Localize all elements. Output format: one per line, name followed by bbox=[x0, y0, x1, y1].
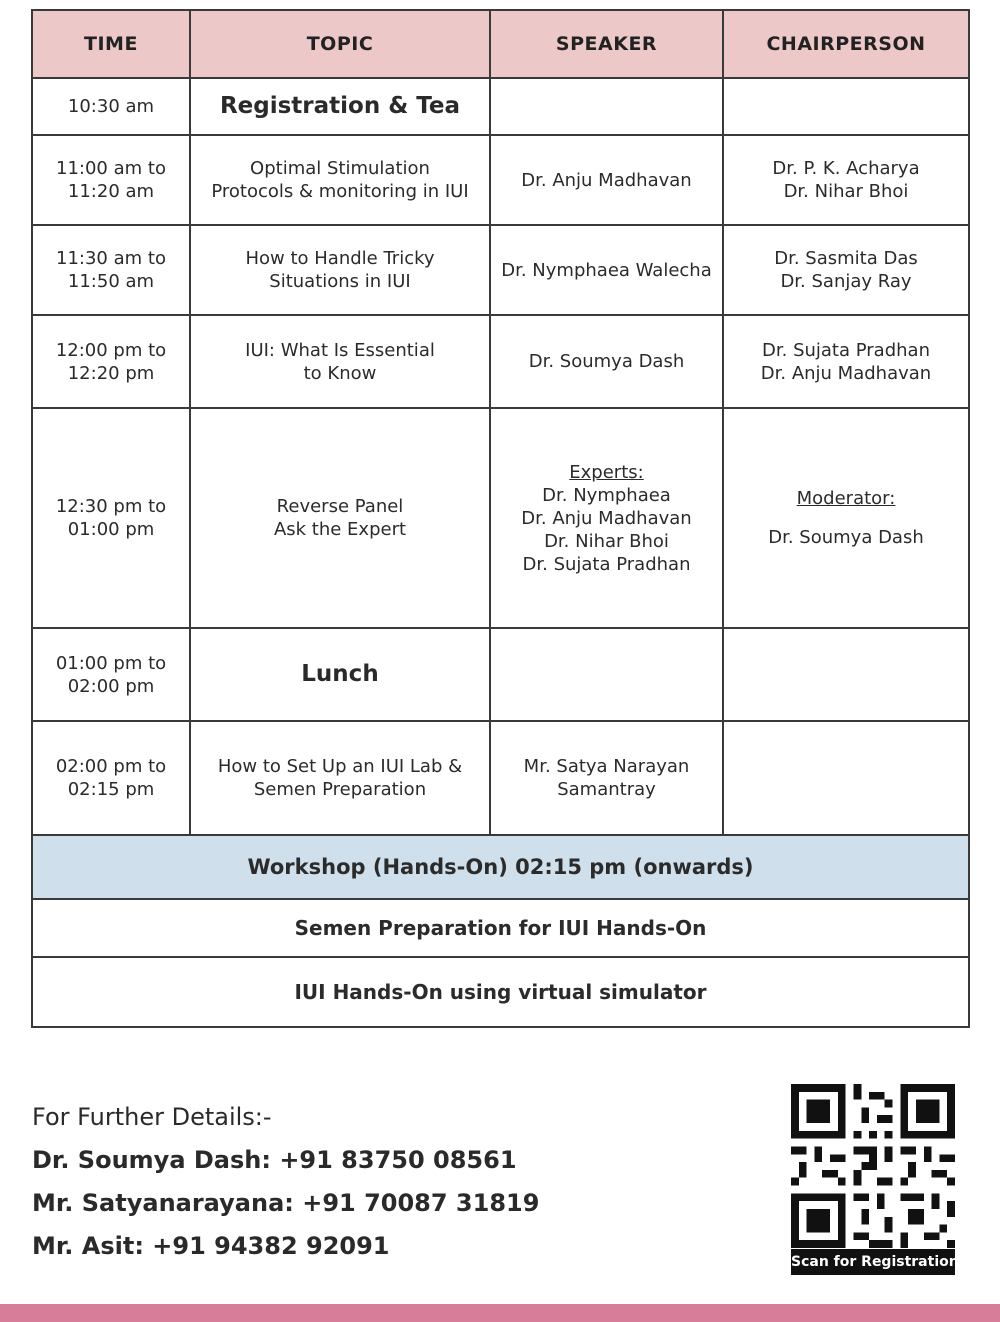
time-text: 11:20 am bbox=[67, 181, 155, 202]
chair-name: Dr. P. K. Acharya bbox=[772, 158, 920, 179]
contact-line: Mr. Asit: +91 94382 92091 bbox=[32, 1232, 390, 1260]
speaker-cell bbox=[490, 78, 723, 135]
chair-name: Dr. Nihar Bhoi bbox=[783, 181, 909, 202]
chair-cell bbox=[723, 721, 969, 835]
time-cell bbox=[32, 315, 190, 408]
topic-text: Protocols & monitoring in IUI bbox=[211, 181, 469, 202]
topic-text: Optimal Stimulation bbox=[250, 158, 430, 179]
contact-line: Dr. Soumya Dash: +91 83750 08561 bbox=[32, 1146, 517, 1174]
chair-cell bbox=[723, 225, 969, 315]
qr-block[interactable] bbox=[791, 1084, 959, 1275]
chair-name: Dr. Soumya Dash bbox=[768, 527, 924, 548]
table-row bbox=[32, 721, 969, 835]
speaker-cell bbox=[490, 135, 723, 225]
table-row bbox=[32, 408, 969, 628]
speaker-name: Dr. Nymphaea Walecha bbox=[501, 259, 712, 281]
speaker-name: Samantray bbox=[557, 779, 656, 800]
speaker-cell bbox=[490, 225, 723, 315]
topic-cell bbox=[190, 135, 490, 225]
speaker-cell bbox=[490, 315, 723, 408]
speaker-name: Dr. Anju Madhavan bbox=[521, 507, 692, 529]
speaker-cell bbox=[490, 628, 723, 721]
chair-name: Dr. Sujata Pradhan bbox=[762, 339, 930, 361]
workshop-item-row bbox=[32, 957, 969, 1027]
speaker-cell bbox=[490, 721, 723, 835]
table-row bbox=[32, 78, 969, 135]
time-text: 02:00 pm to bbox=[55, 756, 167, 777]
time-cell bbox=[32, 721, 190, 835]
chair-cell bbox=[723, 315, 969, 408]
topic-cell bbox=[190, 78, 490, 135]
time-text: 01:00 pm to bbox=[55, 652, 167, 674]
workshop-item: IUI Hands-On using virtual simulator bbox=[32, 957, 969, 1027]
workshop-row bbox=[32, 835, 969, 899]
chair-name: Dr. Sanjay Ray bbox=[780, 271, 912, 292]
header-time: TIME bbox=[32, 10, 190, 78]
topic-text: Semen Preparation bbox=[253, 779, 427, 800]
chair-cell bbox=[723, 78, 969, 135]
topic-cell bbox=[190, 628, 490, 721]
contact-details bbox=[32, 1096, 539, 1268]
time-cell bbox=[32, 408, 190, 628]
moderator-heading: Moderator: bbox=[796, 488, 896, 509]
topic-text: How to Handle Tricky bbox=[245, 248, 435, 269]
schedule-table bbox=[31, 9, 970, 1028]
time-cell bbox=[32, 225, 190, 315]
topic-text: IUI: What Is Essential bbox=[245, 339, 435, 361]
time-text: 12:20 pm bbox=[67, 362, 155, 384]
contact-line: Mr. Satyanarayana: +91 70087 31819 bbox=[32, 1189, 540, 1217]
speaker-name: Dr. Sujata Pradhan bbox=[522, 553, 691, 575]
contact-heading: For Further Details:- bbox=[32, 1103, 272, 1131]
qr-code-icon[interactable] bbox=[791, 1084, 955, 1248]
speaker-name: Dr. Anju Madhavan bbox=[521, 169, 692, 191]
topic-text: Reverse Panel bbox=[276, 496, 404, 517]
topic-text: How to Set Up an IUI Lab & bbox=[217, 756, 463, 777]
chair-cell bbox=[723, 408, 969, 628]
time-text: 02:00 pm bbox=[67, 675, 155, 697]
time-text: 11:50 am bbox=[67, 271, 155, 292]
time-text: 02:15 pm bbox=[67, 779, 155, 800]
time-text: 01:00 pm bbox=[67, 519, 155, 540]
time-cell bbox=[32, 78, 190, 135]
speaker-name: Dr. Nihar Bhoi bbox=[544, 530, 669, 552]
speaker-name: Mr. Satya Narayan bbox=[523, 756, 690, 777]
workshop-item-row bbox=[32, 899, 969, 957]
topic-text: Ask the Expert bbox=[273, 519, 407, 540]
time-text: 12:30 pm to bbox=[55, 496, 167, 517]
table-row bbox=[32, 628, 969, 721]
footer-bar bbox=[0, 1304, 1000, 1322]
chair-cell bbox=[723, 135, 969, 225]
time-text: 10:30 am bbox=[67, 96, 155, 117]
workshop-title: Workshop (Hands-On) 02:15 pm (onwards) bbox=[32, 835, 969, 899]
table-row bbox=[32, 315, 969, 408]
header-topic: TOPIC bbox=[190, 10, 490, 78]
time-text: 11:00 am to bbox=[56, 158, 166, 179]
time-text: 12:00 pm to bbox=[55, 339, 167, 361]
topic-cell bbox=[190, 225, 490, 315]
table-header-row bbox=[32, 10, 969, 78]
table-row bbox=[32, 225, 969, 315]
topic-cell bbox=[190, 721, 490, 835]
time-cell bbox=[32, 628, 190, 721]
topic-cell bbox=[190, 315, 490, 408]
speaker-name: Dr. Soumya Dash bbox=[528, 351, 685, 372]
header-speaker: SPEAKER bbox=[490, 10, 723, 78]
topic-cell bbox=[190, 408, 490, 628]
chair-cell bbox=[723, 628, 969, 721]
workshop-item: Semen Preparation for IUI Hands-On bbox=[32, 899, 969, 957]
topic-text: to Know bbox=[303, 362, 377, 384]
speaker-name: Dr. Nymphaea bbox=[542, 484, 671, 506]
chair-name: Dr. Anju Madhavan bbox=[760, 362, 932, 384]
table-row bbox=[32, 135, 969, 225]
experts-heading: Experts: bbox=[569, 461, 644, 483]
time-cell bbox=[32, 135, 190, 225]
topic-text: Situations in IUI bbox=[269, 271, 411, 292]
topic-text: Lunch bbox=[301, 661, 379, 687]
speaker-cell bbox=[490, 408, 723, 628]
time-text: 11:30 am to bbox=[56, 248, 166, 269]
header-chairperson: CHAIRPERSON bbox=[723, 10, 969, 78]
topic-text: Registration & Tea bbox=[219, 93, 461, 119]
chair-name: Dr. Sasmita Das bbox=[774, 248, 918, 269]
qr-label: Scan for Registration bbox=[791, 1249, 955, 1275]
